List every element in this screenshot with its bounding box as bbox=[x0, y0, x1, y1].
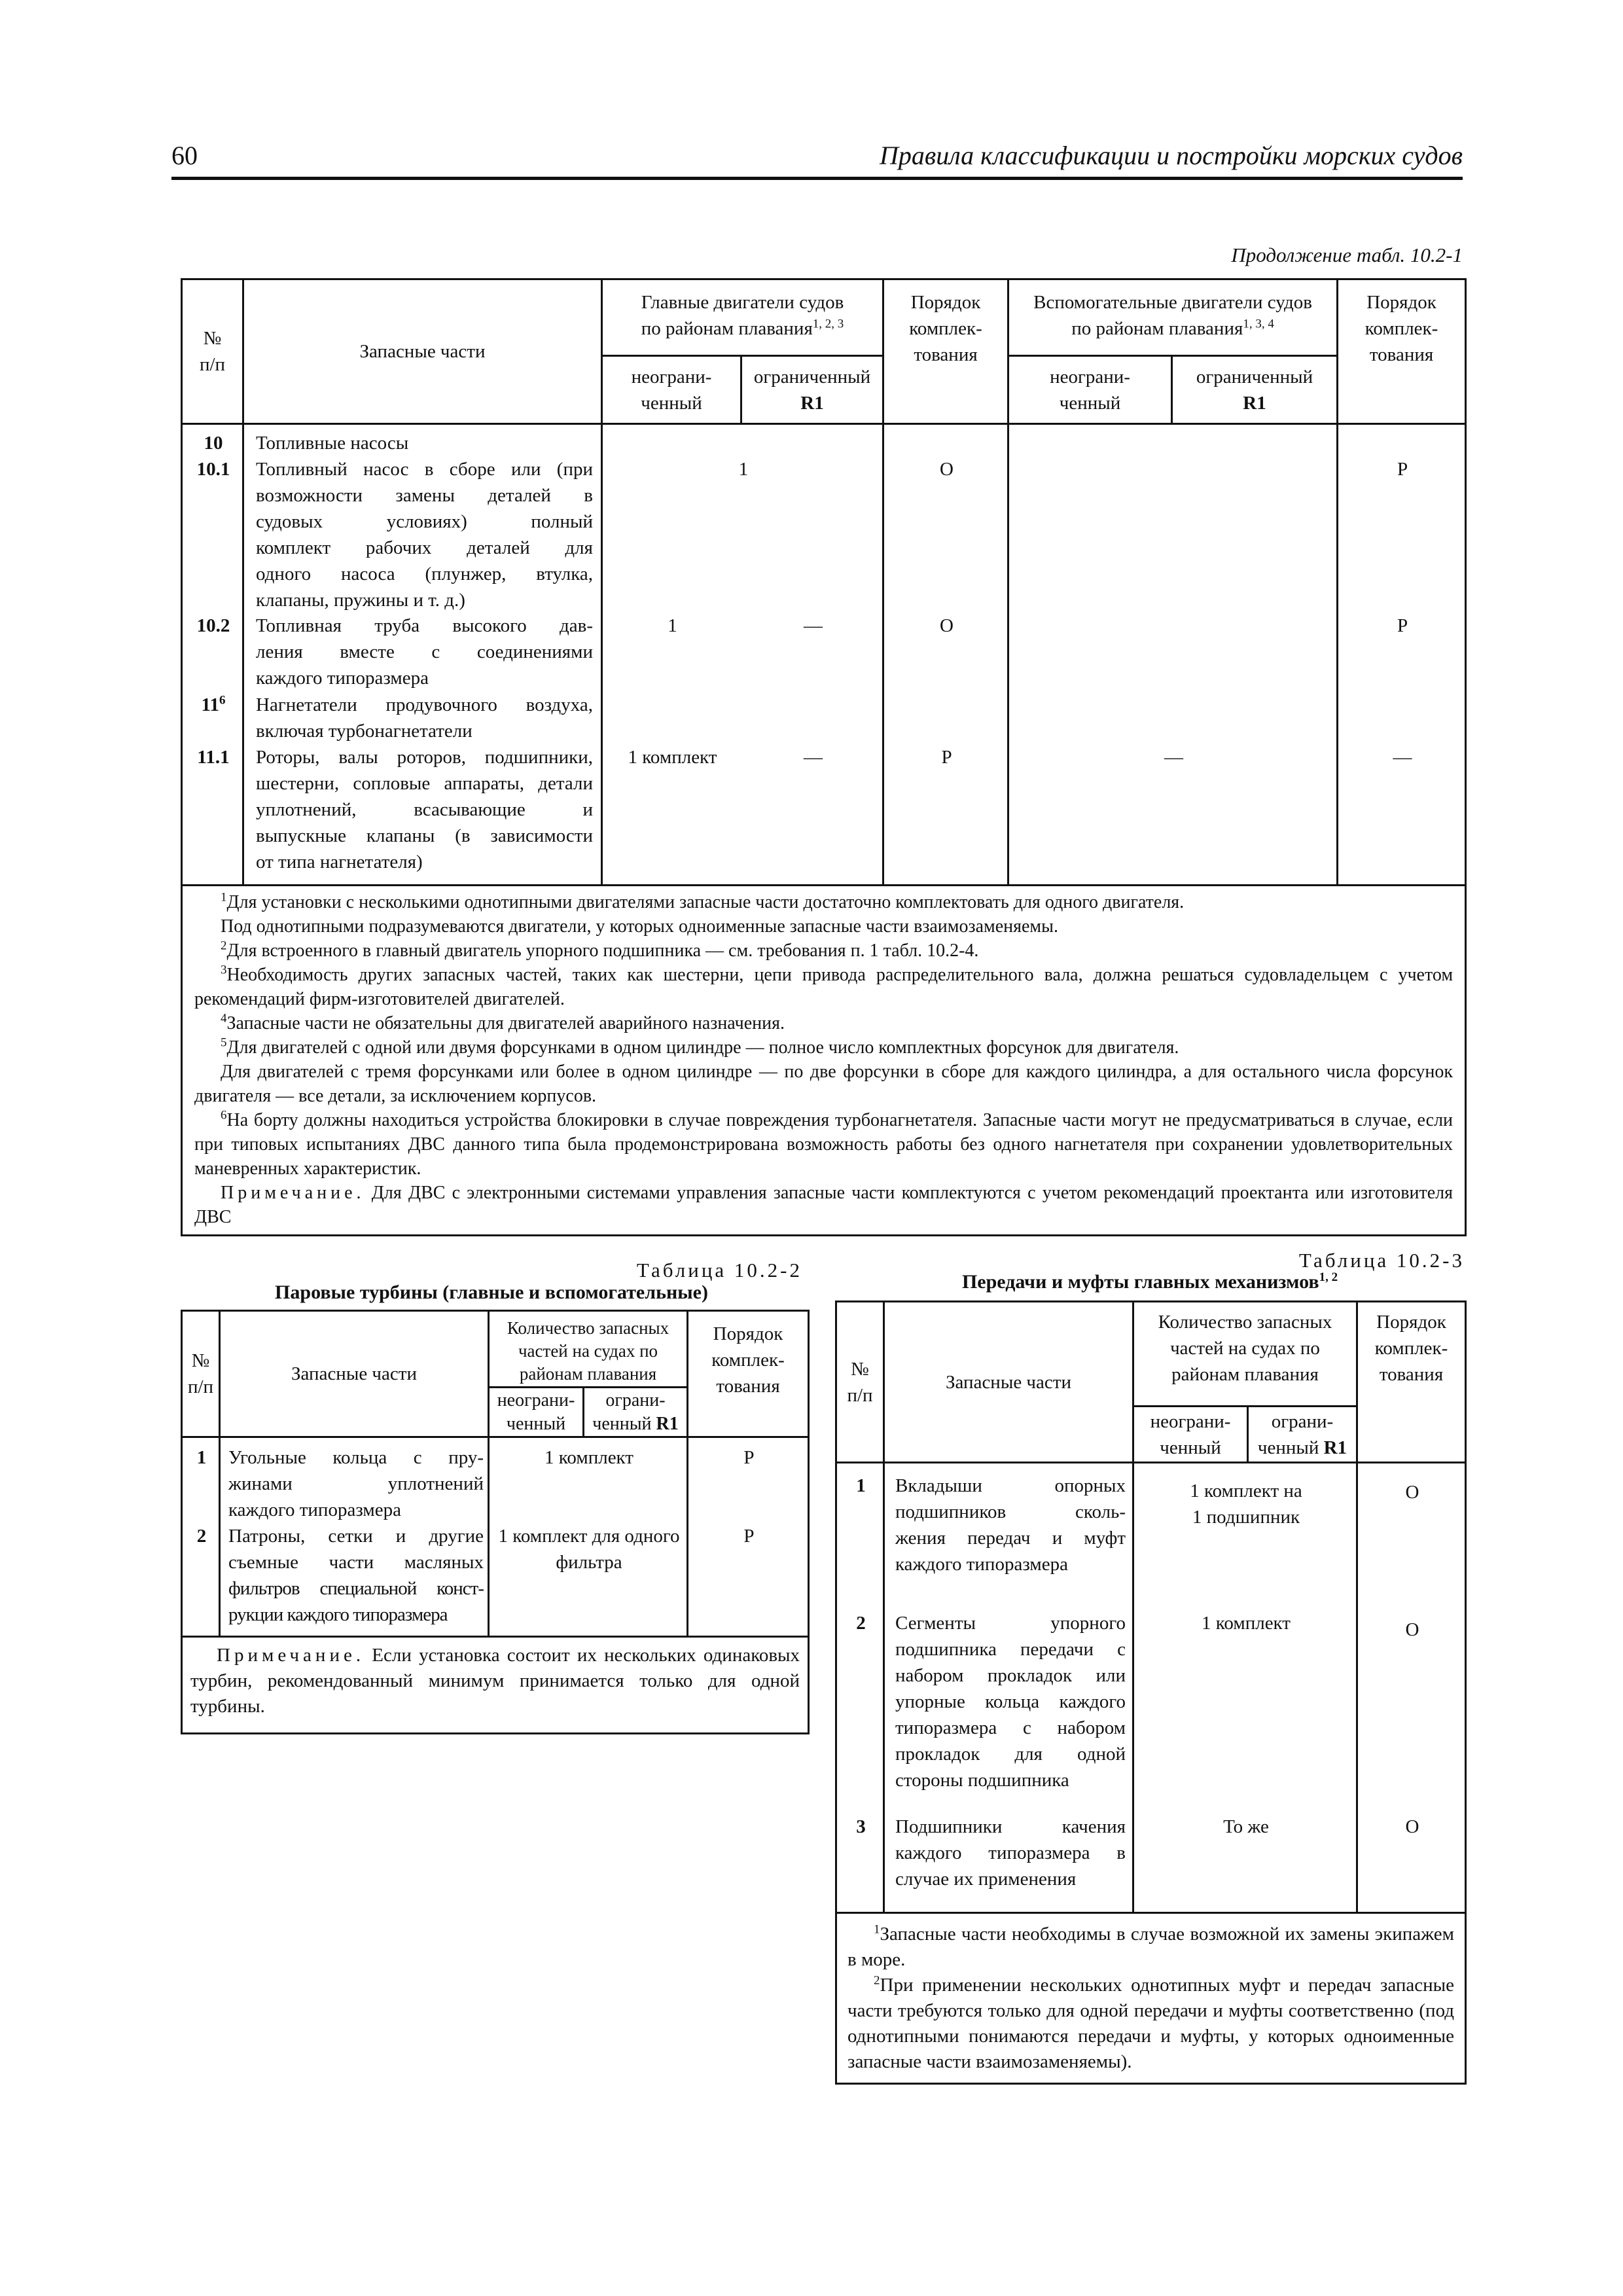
table3-body-order: О О О bbox=[1357, 1463, 1466, 1913]
page-number: 60 bbox=[171, 141, 198, 170]
table1-body-main-qty: 1 1 — 1 комплект — bbox=[602, 424, 883, 886]
table1-body-parts: Топливные насосы Топливный насос в сборе или (при возможности замены деталей в судовых условиях) полный комплект рабочих деталей для одного насоса (плунжер, втулка, клапаны, пружины и т. д.) Топливная труба высокого дав- ления вместе с соединениями каждого типоразмера Нагнетатели продувочного воздуха, включая турбонагнетатели Роторы, валы роторов, подшипники, шестерни, сопловые аппараты, детали уплотнений, всасывающие и выпускные клапаны (в зависимости от типа нагнетателя) bbox=[243, 424, 602, 886]
table2-label: Таблица 10.2-2 bbox=[636, 1259, 802, 1282]
table1-head-main-limited: ограниченный R1 bbox=[741, 356, 883, 424]
table2-row-1-text: Угольные кольца с пру- жинами уплотнений каждого типоразмера bbox=[228, 1447, 484, 1520]
table3-head-order: Порядок комплек- тования bbox=[1357, 1302, 1466, 1463]
table3-body-qty: 1 комплект на 1 подшипник 1 комплект То же bbox=[1133, 1463, 1357, 1913]
table1-head-aux-unlimited: неограни- ченный bbox=[1008, 356, 1172, 424]
table2-note: Примечание. Если установка состоит их нескольких одинаковых турбин, рекомендованный минимум принимается только для одной турбины. bbox=[182, 1637, 809, 1734]
table3-head-limited: ограни- ченный R1 bbox=[1248, 1407, 1357, 1463]
table1-row-10-2-text: Топливная труба высокого дав- ления вместе с соединениями каждого типоразмера bbox=[256, 615, 593, 689]
table3 bbox=[835, 1300, 1467, 2085]
table3-head-qty: Количество запасных частей на судах по районам плавания bbox=[1133, 1302, 1357, 1407]
table2-head-limited: ограни- ченный R1 bbox=[584, 1388, 688, 1437]
table1 bbox=[181, 278, 1467, 1236]
table1-footnotes: $^1$Для установки с несколькими однотипными двигателями запасные части достаточно комплектовать для одного двигателя. Под однотипными подразумеваются двигатели, у которых одноименные запасные части взаимозаменяемы. $^2$Для встроенного в главный двигатель упорного подшипника — см. требования п. 1 табл. 10.2-4. $^3$Необходимость других запасных частей, таких как шестерни, цепи привода распределительного вала, должна решаться судовладельцем с учетом рекомендаций фирм-изготовителей двигателей. $^4$Запасные части не обязательны для двигателей аварийного назначения. $^5$Для двигателей с одной или двумя форсунками в одном цилиндре — полное число комплектных форсунок для двигателя. Для двигателей с тремя форсунками или более в одном цилиндре — по две форсунки в сборе для каждого цилиндра, а для остального числа форсунок двигателя — все детали, за исключением корпусов. $^6$На борту должны находиться устройства блокировки в случае повреждения турбонагнетателя. Запасные части могут не предусматриваться в случае, если при типовых испытаниях ДВС данного типа была продемонстрирована возможность работы без одного нагнетателя при сохранении удовлетворительных маневренных характеристик. Примечание. Для ДВС с электронными системами управления запасные части комплектуются с учетом рекомендаций проектанта или изготовителя ДВС bbox=[182, 886, 1466, 1236]
table1-head-parts: Запасные части bbox=[243, 279, 602, 424]
table1-body-order: О О Р bbox=[883, 424, 1008, 886]
table1-head-order: Порядок комплек- тования bbox=[883, 279, 1008, 424]
table2-head-order: Порядок комплек- тования bbox=[688, 1311, 809, 1437]
table3-head-unlimited: неограни- ченный bbox=[1133, 1407, 1248, 1463]
table2 bbox=[181, 1310, 810, 1734]
table3-label: Таблица 10.2-3 bbox=[1298, 1249, 1465, 1272]
table3-body-num: 1 2 3 bbox=[836, 1463, 884, 1913]
table2-head-num: № п/п bbox=[182, 1311, 220, 1437]
table1-head-main-engines: Главные двигатели судов по районам плавания$^{1, 2, 3}$ bbox=[602, 279, 883, 356]
table3-row-3-text: Подшипники качения каждого типоразмера в случае их применения bbox=[895, 1816, 1126, 1890]
table1-head-aux-limited: ограниченный R1 bbox=[1172, 356, 1338, 424]
table1-head-main-unlimited: неограни- ченный bbox=[602, 356, 741, 424]
table2-row-2-text: Патроны, сетки и другие съемные части масляных фильтров специальной конст- рукции каждого типоразмера bbox=[228, 1526, 484, 1625]
table1-head-aux-order: Порядок комплек- тования bbox=[1338, 279, 1466, 424]
table2-head-parts: Запасные части bbox=[220, 1311, 489, 1437]
table3-row-2-text: Сегменты упорного подшипника передачи с набором прокладок или упорные кольца каждого типоразмера с набором прокладок для одной стороны подшипника bbox=[895, 1613, 1126, 1791]
table3-row-1-text: Вкладыши опорных подшипников сколь- жения передач и муфт каждого типоразмера bbox=[895, 1475, 1126, 1575]
table1-row-11-text: Нагнетатели продувочного воздуха, включая турбонагнетатели bbox=[256, 694, 593, 742]
table2-head-unlimited: неограни- ченный bbox=[489, 1388, 584, 1437]
table3-head-parts: Запасные части bbox=[884, 1302, 1133, 1463]
table3-title: Передачи и муфты главных механизмов$^{1, 2}$ bbox=[961, 1270, 1338, 1293]
table1-continuation-caption: Продолжение табл. 10.2-1 bbox=[1231, 243, 1463, 266]
table3-body-parts bbox=[884, 1463, 1133, 1913]
table1-head-num: № п/п bbox=[182, 279, 243, 424]
table3-head-num: № п/п bbox=[836, 1302, 884, 1463]
table1-body-aux-order: Р Р — bbox=[1338, 424, 1466, 886]
table1-body-aux-qty: — bbox=[1008, 424, 1338, 886]
header-rule bbox=[171, 177, 1463, 180]
table2-body-parts bbox=[220, 1437, 489, 1637]
table2-body-num: 1 2 bbox=[182, 1437, 220, 1637]
table2-head-qty: Количество запасных частей на судах по районам плавания bbox=[489, 1311, 688, 1388]
table2-body-order: Р Р bbox=[688, 1437, 809, 1637]
table1-row-11-1-text: Роторы, валы роторов, подшипники, шестерни, сопловые аппараты, детали уплотнений, всасывающие и выпускные клапаны (в зависимости от типа нагнетателя) bbox=[256, 747, 593, 872]
table3-footnotes: $^1$Запасные части необходимы в случае возможной их замены экипажем в море. $^2$При применении нескольких однотипных муфт и передач запасные части требуются только для одной передачи и муфты соответственно (под однотипными понимаются передачи и муфты, у которых одноименные запасные части взаимозаменяемы). bbox=[836, 1913, 1466, 2084]
table1-body-num: 10 10.1 10.2 $11^6$ 11.1 bbox=[182, 424, 243, 886]
table2-body-qty: 1 комплект 1 комплект для одного фильтра bbox=[489, 1437, 688, 1637]
running-title: Правила классификации и постройки морских судов bbox=[879, 141, 1463, 170]
table2-title: Паровые турбины (главные и вспомогательные) bbox=[275, 1282, 708, 1303]
table1-head-aux-engines: Вспомогательные двигатели судов по районам плавания$^{1, 3, 4}$ bbox=[1008, 279, 1338, 356]
table1-row-10-1-text: Топливный насос в сборе или (при возможности замены деталей в судовых условиях) полный комплект рабочих деталей для одного насоса (плунжер, втулка, клапаны, пружины и т. д.) bbox=[256, 459, 593, 611]
